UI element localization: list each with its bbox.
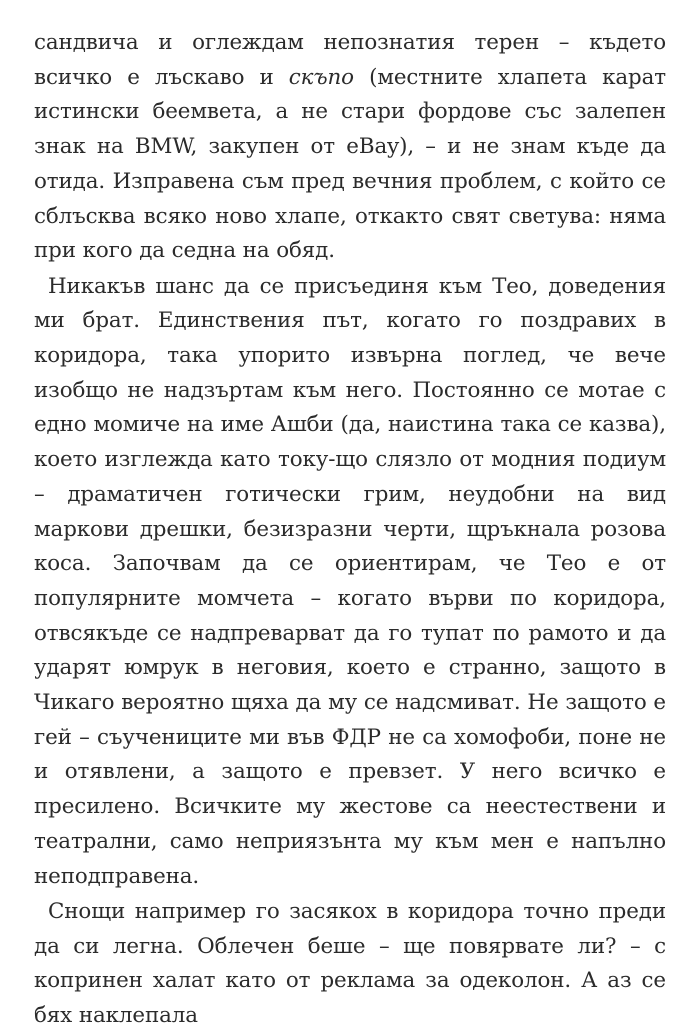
paragraph-1-emphasis: скъпо bbox=[288, 64, 354, 90]
paragraph-1-text-after: (местните хлапета карат истински беемвета, а не стари фордове със залепен знак на BMW, закупен от eBay), – и не знам къде да отида. Изправена съм пред вечния проблем, с който се сблъсква всяко ново хлапе, откакто свят светува: няма при кого да седна на обяд. bbox=[34, 64, 666, 264]
book-page bbox=[34, 26, 666, 1034]
paragraph-2: Никакъв шанс да се присъединя към Тео, доведения ми брат. Единствения път, когато го поздравих в коридора, така упорито извърна поглед, че вече изобщо не надзъртам към него. Постоянно се мотае с едно момиче на име Ашби (да, наистина така се казва), което изглежда като току-що слязло от модния подиум – драматичен готически грим, неудобни на вид маркови дрешки, безизразни черти, щръкнала розова коса. Започвам да се ориентирам, че Тео е от популярните момчета – когато върви по коридора, отвсякъде се надпреварват да го тупат по рамото и да ударят юмрук в неговия, което е странно, защото в Чикаго вероятно щяха да му се надсмиват. Не защото е гей – съучениците ми във ФДР не са хомофоби, поне не и отявлени, а защото е превзет. У него всичко е пресилено. Всичките му жестове са неестествени и театрални, само неприязънта му към мен е напълно неподправена. bbox=[34, 273, 666, 889]
paragraph-1-text-before: сандвича и оглеждам непознатия терен – където всичко е лъскаво и bbox=[34, 30, 666, 90]
paragraph-1 bbox=[34, 26, 666, 269]
paragraph-3: Снощи например го засякох в коридора точно преди да си легна. Облечен беше – ще повярвате ли? – с копринен халат като от реклама за одеколон. А аз се бях наклепала bbox=[34, 898, 666, 1029]
